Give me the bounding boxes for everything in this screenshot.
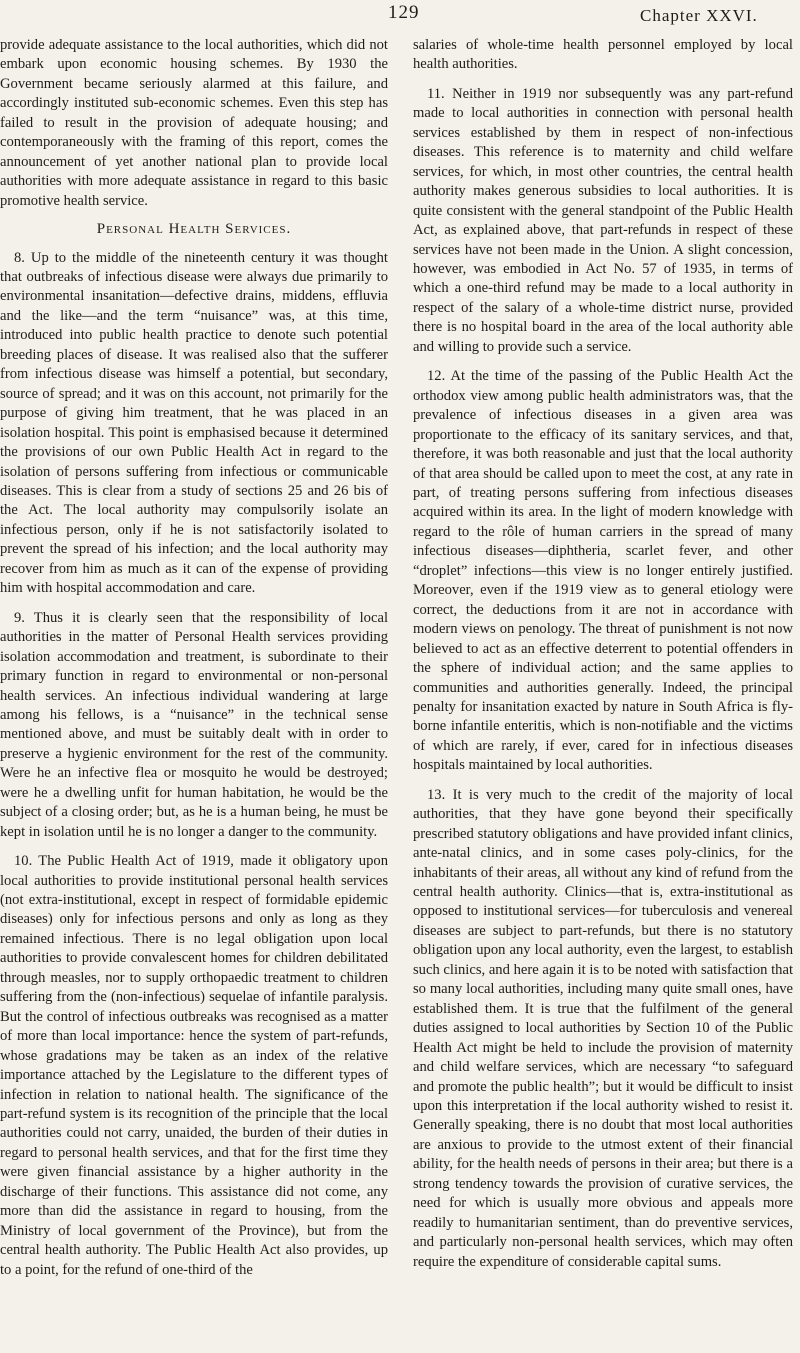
paragraph-9: 9. Thus it is clearly seen that the responsibility of local authorities in the matter of Personal Health services providing isolation accommodation and treatment, is subordinate to their primary function in regard to environmental or non-personal health services. An infectious individual wandering at large among his fellows, is a “nuisance” in the technical sense mentioned above, and must be suitably dealt with in order to preserve a hygienic environment for the rest of the community. Were he an infective flea or mosquito he would be destroyed; were he a dwelling unfit for human habitation, he would be the subject of a closing order; but, as he is a human being, he must be kept in isolation until he is no longer a danger to the community. bbox=[0, 609, 388, 840]
paragraph-13: 13. It is very much to the credit of the majority of local authorities, that they have gone beyond their specifically prescribed statutory obligations and have provided infant clinics, ante-natal clinics, and in some cases poly-clinics, for the inhabitants of their areas, all without any kind of refund from the central health authority. Clinics—that is, extra-institutional as opposed to institutional services—for tuberculosis and venereal diseases are subject to part-refunds, but there is no statutory obligation upon any local authority, even the largest, to establish such clinics, and here again it is to be noted with satisfaction that so many local authorities, including many quite small ones, have established them. It is true that the fulfilment of the general duties assigned to local authorities by Section 10 of the Public Health Act might be held to include the provision of maternity and child welfare services, which are necessary “to safeguard and promote the public health”; but it would be difficult to insist upon this interpretation if the local authority wished to resist it. Generally speaking, there is no doubt that most local authorities are anxious to provide to the utmost extent of their financial ability, for the health needs of persons in their area; but there is a strong tendency towards the provision of curative services, the need for which is usually more obvious and appeals more readily to humanitarian sentiment, than do preventive services, and particularly non-personal health services, which may often require the expenditure of considerable capital sums. bbox=[413, 786, 793, 1270]
left-column bbox=[0, 36, 388, 1280]
page-number: 129 bbox=[388, 2, 420, 23]
paragraph-continued-right: salaries of whole-time health personnel employed by local health authorities. bbox=[413, 37, 793, 73]
paragraph-8: 8. Up to the middle of the nineteenth century it was thought that outbreaks of infectious disease were always due primarily to environmental insanitation—defective drains, middens, effluvia and the like—and the term “nuisance” was, at this time, introduced into public health practice to denote such potential breeding places of disease. It was realised also that the sufferer from infectious disease was himself a potential, but secondary, source of spread; and it was on this account, not primarily for the purpose of giving him treatment, that he was placed in an isolation hospital. This point is emphasised because it determined the provisions of our own Public Health Act in regard to the isolation of persons suffering from infectious or communicable diseases. This is clear from a study of sections 25 and 26 bis of the Act. The local authority may compulsorily isolate an infectious person, only if he is not satisfactorily isolated to prevent the spread of his infection; and the local authority may recover from him as much as it can of the expense of providing him with hospital accommodation and care. bbox=[0, 249, 388, 597]
right-column bbox=[413, 36, 793, 1272]
paragraph-12: 12. At the time of the passing of the Public Health Act the orthodox view among public health administrators was, that the prevalence of infectious diseases in a given area was proportionate to the efficacy of its sanitary services, and that, therefore, it was both reasonable and just that the local authority of that area should be called upon to meet the cost, at any rate in part, of treating persons suffering from infectious diseases acquired within its area. In the light of modern knowledge with regard to the rôle of human carriers in the spread of many infectious diseases—diphtheria, scarlet fever, and other “droplet” infections—this view is no longer entirely justified. Moreover, even if the 1919 view as to general etiology were correct, the deductions from it are not in accordance with modern views on penology. The threat of punishment is not now believed to act as an effective deterrent to potential offenders in the sphere of individual action; and the same applies to communities and authorities generally. Indeed, the principal penalty for insanitation exacted by nature in South Africa is fly-borne infantile enteritis, which is non-notifiable and the victims of which are rarely, if ever, cared for in infectious diseases hospitals maintained by local authorities. bbox=[413, 368, 793, 774]
section-heading: Personal Health Services. bbox=[96, 221, 292, 238]
chapter-heading: Chapter XXVI. bbox=[640, 6, 758, 25]
paragraph-10: 10. The Public Health Act of 1919, made it obligatory upon local authorities to provide institutional personal health services (not extra-institutional, except in respect of formidable epidemic diseases) only for infectious persons and only as long as they remained infectious. There is no legal obligation upon local authorities to provide convalescent homes for children debilitated through measles, nor to supply orthopaedic treatment to children suffering from the (non-infectious) sequelae of infantile paralysis. But the control of infectious outbreaks was recognised as a matter of more than local importance: hence the system of part-refunds, whose gradations may be taken as an index of the relative importance attached by the Legislature to the different types of infection in relation to national health. The significance of the part-refund system is its recognition of the principle that the local authorities could not carry, unaided, the burden of their duties in regard to personal health services, and that for the first time they were given financial assistance by a higher authority in the discharge of their functions. This assistance did not come, any more than did the assistance in regard to housing, from the Ministry of local government of the Province), but from the central health authority. The Public Health Act also provides, up to a point, for the refund of one-third of the bbox=[0, 853, 388, 1278]
paragraph-continued: provide adequate assistance to the local authorities, which did not embark upon economic housing schemes. By 1930 the Government became seriously alarmed at this failure, and accordingly instituted sub-economic schemes. Even this step has failed to result in the provision of adequate housing; and contemporaneously with the framing of this report, comes the announcement of yet another national plan to provide local authorities with more adequate assistance in regard to this basic promotive health service. bbox=[0, 37, 388, 209]
paragraph-11: 11. Neither in 1919 nor subsequently was any part-refund made to local authorities in connection with personal health services established by them in respect of non-infectious diseases. This reference is to maternity and child welfare services, for which, in most other countries, the central health authority makes generous subsidies to local authorities. It is quite consistent with the general standpoint of the Public Health Act, as explained above, that part-refunds in respect of these services have not been made in the Union. A slight concession, however, was embodied in Act No. 57 of 1935, in terms of which a one-third refund may be made to a local authority in respect of the salary of a whole-time district nurse, provided there is no hospital board in the area of the local authority able and willing to provide such a service. bbox=[413, 85, 793, 355]
